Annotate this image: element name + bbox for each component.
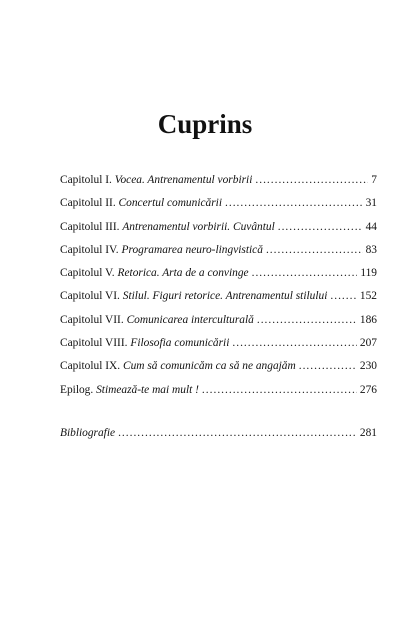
toc-leader-dots — [266, 244, 363, 256]
toc-entry-title: Bibliografie — [60, 426, 116, 439]
table-of-contents — [60, 174, 377, 450]
toc-entry-chapter-3 — [60, 221, 377, 244]
toc-entry-page: 152 — [359, 290, 377, 303]
toc-entry-page: 44 — [365, 220, 377, 233]
toc-entry-chapter-8 — [60, 337, 377, 360]
toc-entry-page: 207 — [359, 337, 377, 350]
toc-leader-dots — [118, 427, 357, 439]
toc-entry-label — [60, 384, 199, 396]
toc-entry-title: Antrenamentul vorbirii. Cuvântul — [122, 220, 275, 233]
toc-entry-page: 83 — [365, 243, 377, 256]
toc-leader-dots — [225, 197, 363, 209]
toc-entry-chapter-9 — [60, 360, 377, 383]
toc-entry-chapter-5 — [60, 267, 377, 290]
toc-entry-title: Stimează-te mai mult ! — [96, 383, 199, 396]
toc-entry-label — [60, 267, 249, 279]
toc-entry-prefix: Capitolul VII. — [60, 313, 124, 326]
toc-entry-prefix: Capitolul VIII. — [60, 337, 128, 350]
toc-entry-title: Vocea. Antrenamentul vorbirii — [114, 174, 253, 186]
toc-entry-epilog — [60, 384, 377, 407]
toc-entry-prefix: Capitolul V. — [60, 267, 115, 280]
toc-entry-label — [60, 174, 252, 186]
toc-entry-chapter-1 — [60, 174, 377, 197]
toc-entry-title: Filosofia comunicării — [130, 337, 230, 350]
toc-entry-prefix: Capitolul I. — [60, 174, 112, 186]
toc-entry-prefix: Epilog. — [60, 383, 94, 396]
toc-entry-chapter-4 — [60, 244, 377, 267]
toc-entry-prefix: Capitolul II. — [60, 197, 116, 210]
toc-entry-page: 31 — [365, 197, 377, 210]
toc-entry-prefix: Capitolul IV. — [60, 243, 119, 256]
toc-entry-label — [60, 314, 254, 326]
toc-entry-title: Cum să comunicăm ca să ne angajăm — [122, 360, 296, 373]
toc-entry-label — [60, 221, 275, 233]
toc-entry-title: Comunicarea interculturală — [126, 313, 254, 326]
toc-entry-chapter-2 — [60, 197, 377, 220]
toc-leader-dots — [257, 314, 357, 326]
toc-entry-page: 119 — [360, 267, 377, 280]
toc-leader-dots — [278, 221, 363, 233]
toc-entry-page: 230 — [359, 360, 377, 373]
toc-entry-page: 7 — [371, 174, 377, 186]
toc-entry-title: Programarea neuro-lingvistică — [121, 243, 263, 256]
toc-leader-dots — [202, 384, 357, 396]
toc-leader-dots — [252, 267, 358, 279]
toc-entry-page: 276 — [359, 383, 377, 396]
toc-entry-label — [60, 290, 327, 302]
toc-leader-dots — [255, 174, 368, 186]
toc-entry-label — [60, 337, 229, 349]
toc-leader-dots — [330, 290, 357, 302]
toc-entry-prefix: Capitolul III. — [60, 220, 120, 233]
toc-entry-title: Concertul comunicării — [118, 197, 222, 210]
toc-entry-prefix: Capitolul IX. — [60, 360, 121, 373]
toc-leader-dots — [232, 337, 357, 349]
toc-entry-label — [60, 197, 222, 209]
toc-entry-prefix: Capitolul VI. — [60, 290, 120, 303]
toc-entry-page: 186 — [359, 313, 377, 326]
page-title: Cuprins — [157, 109, 253, 139]
toc-entry-title: Retorica. Arta de a convinge — [117, 267, 249, 280]
toc-entry-label — [60, 360, 296, 372]
toc-leader-dots — [299, 360, 357, 372]
toc-entry-bibliography — [60, 427, 377, 450]
toc-entry-page: 281 — [359, 426, 377, 439]
toc-entry-chapter-6 — [60, 290, 377, 313]
toc-entry-title: Stilul. Figuri retorice. Antrenamentul stilului — [122, 290, 328, 303]
toc-entry-label — [60, 244, 263, 256]
toc-entry-chapter-7 — [60, 314, 377, 337]
